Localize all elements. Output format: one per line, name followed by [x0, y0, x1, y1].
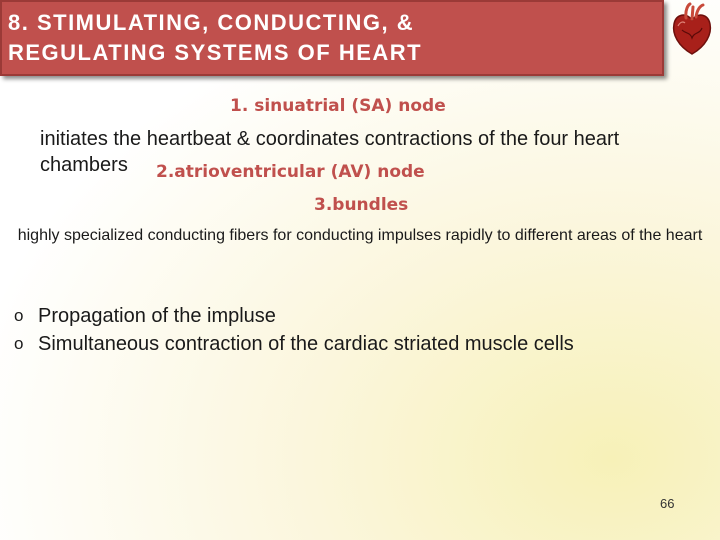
heading-bundles: 3.bundles — [314, 195, 409, 215]
sa-node-description: initiates the heartbeat & coordinates contractions of the four heart chambers — [40, 128, 620, 176]
list-item — [14, 330, 704, 358]
bullet-list — [14, 302, 704, 358]
bullet-icon: o — [14, 334, 24, 353]
heart-icon — [668, 2, 716, 58]
bullet-icon: o — [14, 306, 24, 325]
bundles-description: highly specialized conducting fibers for conducting impulses rapidly to different areas of the heart — [17, 227, 703, 244]
title-banner — [0, 0, 664, 76]
heading-sa-node: 1. sinuatrial (SA) node — [230, 96, 446, 116]
slide-title: 8. STIMULATING, CONDUCTING, & REGULATING SYSTEMS OF HEART — [8, 10, 423, 65]
page-number: 66 — [660, 496, 675, 511]
bullet-text: Propagation of the impluse — [38, 305, 276, 327]
heading-av-node: 2.atrioventricular (AV) node — [156, 162, 425, 182]
list-item — [14, 302, 704, 330]
bullet-text: Simultaneous contraction of the cardiac striated muscle cells — [38, 333, 574, 355]
